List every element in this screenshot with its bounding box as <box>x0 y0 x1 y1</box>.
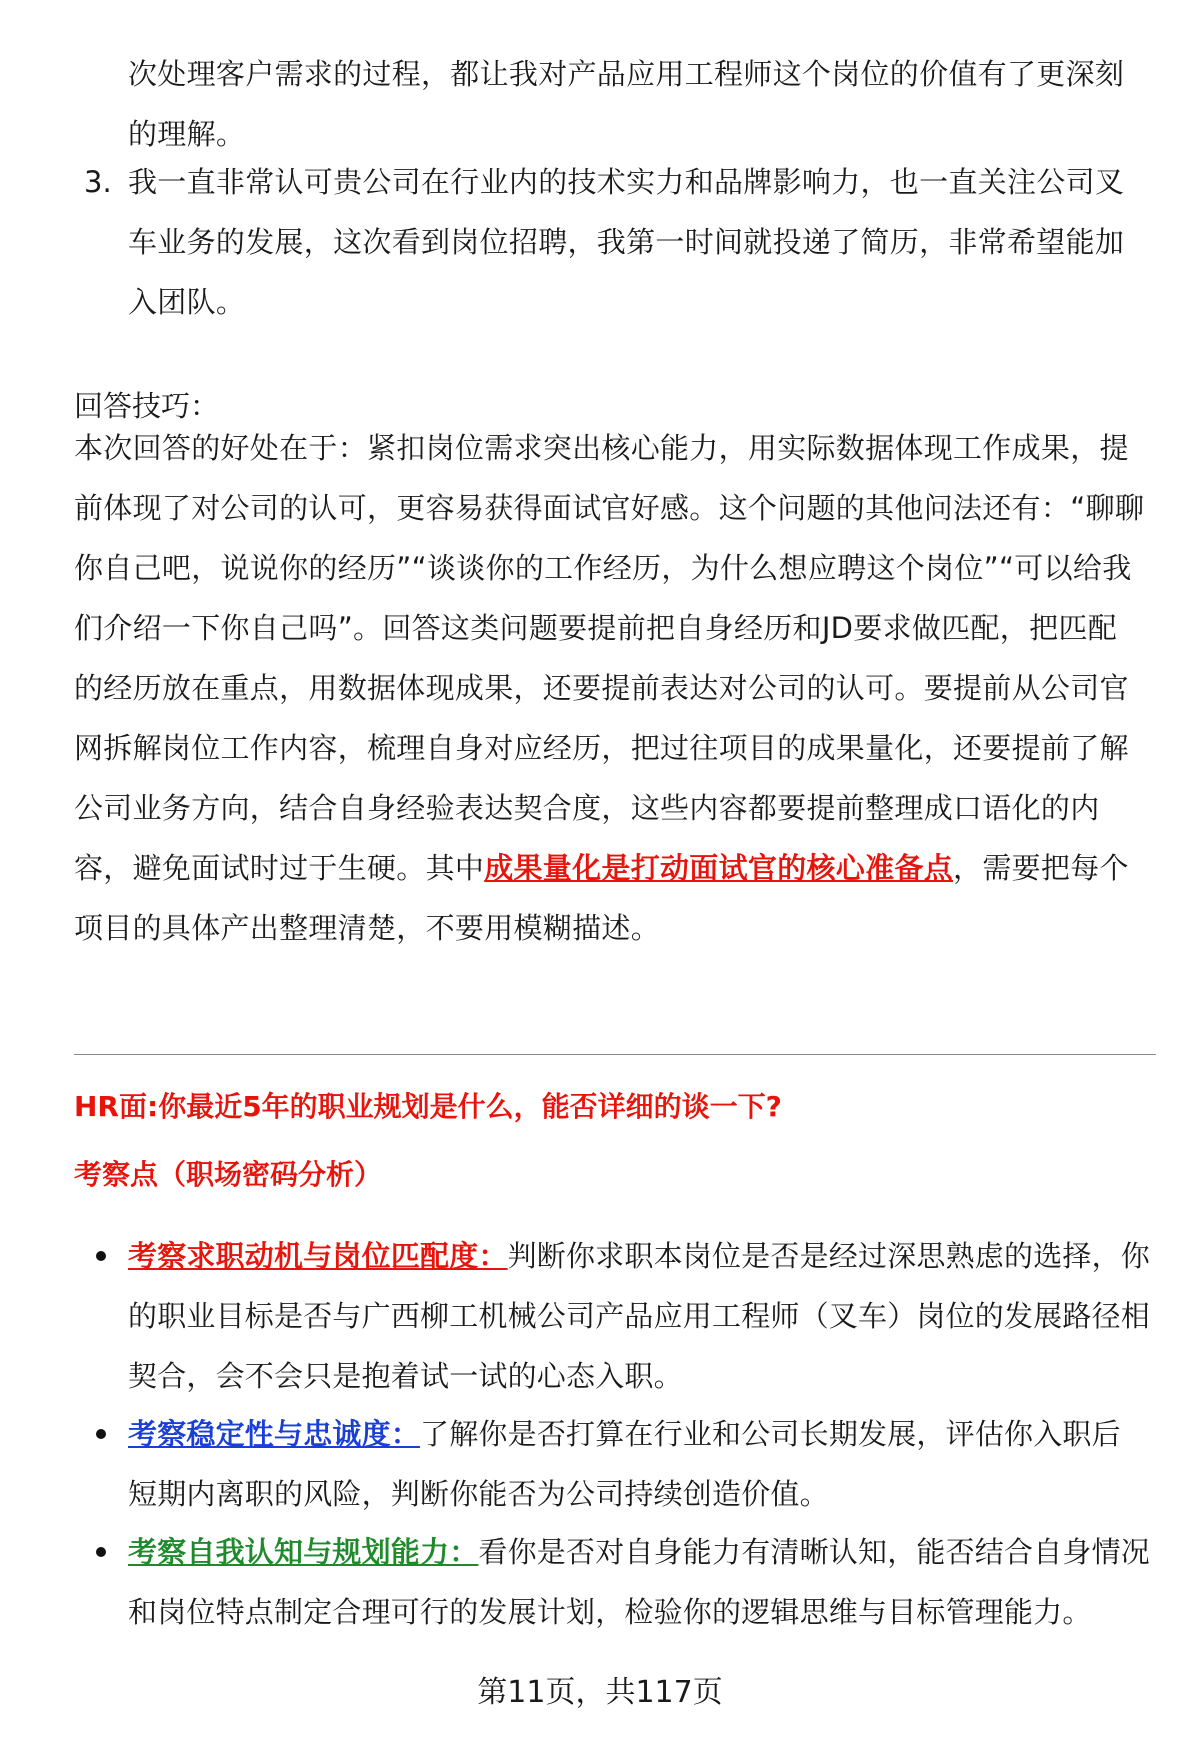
tips-body <box>74 418 1146 958</box>
list-number-3: 3. <box>84 165 112 199</box>
paragraph-item2-tail: 次处理客户需求的过程，都让我对产品应用工程师这个岗位的价值有了更深刻的理解。 <box>128 57 1125 151</box>
tips-title: 回答技巧： <box>74 389 220 423</box>
point-2-key: 考察稳定性与忠诚度： <box>128 1417 421 1451</box>
list-item-3-text: 我一直非常认可贵公司在行业内的技术实力和品牌影响力，也一直关注公司叉车业务的发展，这次看到岗位招聘，我第一时间就投递了简历，非常希望能加入团队。 <box>128 165 1125 319</box>
list-item-point-1 <box>128 1226 1150 1406</box>
question-title: HR面:你最近5年的职业规划是什么，能否详细的谈一下? <box>74 1090 782 1123</box>
point-2-text: 了解你是否打算在行业和公司长期发展，评估你入职后短期内离职的风险，判断你能否为公司持续创造价值。 <box>128 1417 1121 1511</box>
point-1-text: 判断你求职本岗位是否是经过深思熟虑的选择，你的职业目标是否与广西柳工机械公司产品应用工程师（叉车）岗位的发展路径相契合，会不会只是抱着试一试的心态入职。 <box>128 1239 1151 1393</box>
tips-body-before: 本次回答的好处在于：紧扣岗位需求突出核心能力，用实际数据体现工作成果，提前体现了对公司的认可，更容易获得面试官好感。这个问题的其他问法还有：“聊聊你自己吧，说说你的经历”“谈谈你的工作经历，为什么想应聘这个岗位”“可以给我们介绍一下你自己吗”。回答这类问题要提前把自身经历和JD要求做匹配，把匹配的经历放在重点，用数据体现成果，还要提前表达对公司的认可。要提前从公司官网拆解岗位工作内容，梳理自身对应经历，把过往项目的成果量化，还要提前了解公司业务方向，结合自身经验表达契合度，这些内容都要提前整理成口语化的内容，避免面试时过于生硬。其中 <box>74 431 1145 885</box>
bullet-dot-1 <box>96 1251 106 1261</box>
bullet-dot-3 <box>96 1547 106 1557</box>
question-subtitle: 考察点（职场密码分析） <box>74 1158 383 1191</box>
list-item-point-2 <box>128 1404 1150 1524</box>
tips-highlight: 成果量化是打动面试官的核心准备点 <box>484 851 954 885</box>
tips-body-after: ，需要把每个项目的具体产出整理清楚，不要用模糊描述。 <box>74 851 1129 945</box>
page-footer: 第11页，共117页 <box>477 1675 723 1710</box>
section-divider <box>74 1054 1156 1055</box>
point-3-text: 看你是否对自身能力有清晰认知，能否结合自身情况和岗位特点制定合理可行的发展计划，检验你的逻辑思维与目标管理能力。 <box>128 1535 1151 1629</box>
list-item-point-3 <box>128 1522 1150 1642</box>
bullet-dot-2 <box>96 1429 106 1439</box>
point-3-key: 考察自我认知与规划能力： <box>128 1535 479 1569</box>
point-1-key: 考察求职动机与岗位匹配度： <box>128 1239 508 1273</box>
